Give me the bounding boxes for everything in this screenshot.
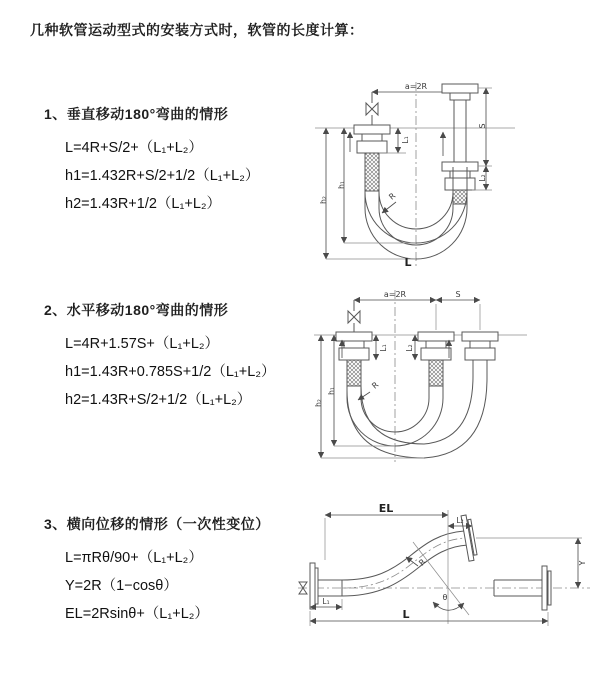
dimension-L <box>310 608 548 626</box>
hose-s-curve <box>342 531 468 596</box>
dim-label-h2: h₂ <box>319 196 328 204</box>
formula-L: L=4R+1.57S+（L₁+L₂） <box>65 336 220 352</box>
dim-label-R: R <box>417 557 428 568</box>
dim-label-L2: L₂ <box>405 344 414 352</box>
angle-line <box>413 542 469 615</box>
valve-icon <box>348 300 360 335</box>
section-lateral <box>44 514 324 628</box>
dim-label-R: R <box>370 380 381 391</box>
dim-label-Y: Y <box>578 560 587 566</box>
dimension-span <box>354 290 436 300</box>
formula-L: L=πRθ/90+（L₁+L₂） <box>65 550 203 566</box>
formula-EL: EL=2Rsinθ+（L₁+L₂） <box>65 606 209 622</box>
formula-h2: h2=1.43R+1/2（L₁+L₂） <box>65 196 222 212</box>
dimension-EL <box>325 502 448 560</box>
diagram-vertical-180-bend <box>310 70 600 270</box>
right-fitting-upper-position <box>442 84 478 162</box>
diagram-lateral-displacement <box>298 500 600 652</box>
dim-label-span: a=2R <box>404 82 428 91</box>
section-2-heading: 2、水平移动180°弯曲的情形 <box>44 302 229 318</box>
left-fitting <box>354 125 390 191</box>
diagram-horizontal-180-bend <box>312 278 600 468</box>
dim-label-theta: θ <box>442 593 448 602</box>
dim-label-L1: L₁ <box>379 344 388 352</box>
dim-label-L2: L₂ <box>478 174 487 182</box>
dim-label-L1: L₁ <box>401 136 410 144</box>
dimension-theta <box>433 593 464 610</box>
dim-label-EL: EL <box>378 502 394 515</box>
formula-h1: h1=1.43R+0.785S+1/2（L₁+L₂） <box>65 364 276 380</box>
dim-label-h2: h₂ <box>314 399 323 407</box>
dim-label-h1: h₁ <box>327 387 336 395</box>
valve-icon <box>366 92 378 128</box>
formula-Y: Y=2R（1−cosθ） <box>65 578 178 594</box>
radius-leader <box>382 191 398 213</box>
section-vertical-180 <box>44 104 324 218</box>
dim-label-L2: L₂ <box>456 516 464 525</box>
left-fitting <box>336 332 372 386</box>
formula-L: L=4R+S/2+（L₁+L₂） <box>65 140 203 156</box>
dim-label-S: S <box>478 123 487 129</box>
section-horizontal-180 <box>44 300 324 414</box>
dimension-S <box>478 88 492 166</box>
dim-label-R: R <box>387 191 398 202</box>
dim-label-S: S <box>455 290 461 299</box>
dim-label-L: L <box>402 608 410 621</box>
section-1-heading: 1、垂直移动180°弯曲的情形 <box>44 106 229 122</box>
right-fitting-moved-position <box>462 332 498 360</box>
dim-label-span: a=2R <box>383 290 407 299</box>
formula-h2: h2=1.43R+S/2+1/2（L₁+L₂） <box>65 392 252 408</box>
hose-u-bend <box>347 360 487 458</box>
dimension-S <box>436 290 480 330</box>
formula-h1: h1=1.432R+S/2+1/2（L₁+L₂） <box>65 168 260 184</box>
dim-label-h1: h₁ <box>337 181 346 189</box>
dim-label-L: L <box>404 256 412 269</box>
right-fitting-lower-position <box>442 162 478 204</box>
dim-label-L1: L₁ <box>322 597 330 606</box>
dimension-L1 <box>376 335 388 360</box>
section-3-heading: 3、横向位移的情形（一次性变位） <box>44 516 270 532</box>
document-title: 几种软管运动型式的安装方式时，软管的长度计算： <box>30 22 364 38</box>
dimension-L2 <box>405 335 415 360</box>
